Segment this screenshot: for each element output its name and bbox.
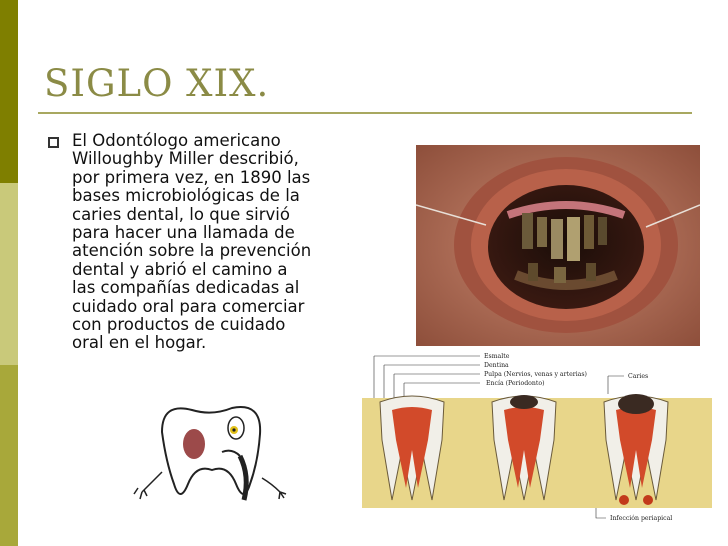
body-line: atención sobre la prevención [72,241,312,261]
body-line: dental y abrió el camino a [72,259,288,279]
body-line: caries dental, lo que sirvió [72,204,290,224]
body-line: El Odontólogo americano [72,131,281,150]
label-caries: Caries [628,373,649,380]
body-line: oral en el hogar. [72,333,207,353]
tooth-caries-advanced [604,394,668,505]
label-dentina: Dentina [484,362,509,369]
sidebar-stripe-middle [0,183,18,365]
sidebar-stripe-bottom [0,365,18,546]
body-line: con productos de cuidado [72,315,286,335]
label-pulpa: Pulpa (Nervios, venas y arterias) [484,371,587,378]
slide-title: SIGLO XIX. [44,62,270,105]
body-line: por primera vez, en 1890 las [72,167,311,187]
sidebar-stripe-top [0,0,18,183]
tooth-decay-diagram [362,350,712,540]
tooth-healthy [380,396,444,500]
body-line: cuidado oral para comerciar [72,296,305,316]
label-encia: Encía (Periodonto) [486,380,545,387]
cartoon-tooth-illustration [132,392,292,542]
body-line: las compañías dedicadas al [72,278,300,298]
body-line: Willoughby Miller describió, [72,149,299,169]
label-esmalte: Esmalte [484,353,510,360]
title-divider [38,112,692,114]
square-bullet-icon [48,137,59,148]
slide-body-text [72,132,372,353]
body-line: bases microbiológicas de la [72,186,300,206]
label-infeccion-periapical: Infección periapical [610,515,673,522]
body-line: para hacer una llamada de [72,223,295,243]
tooth-caries-early [492,395,556,500]
decayed-teeth-photo [416,145,700,346]
